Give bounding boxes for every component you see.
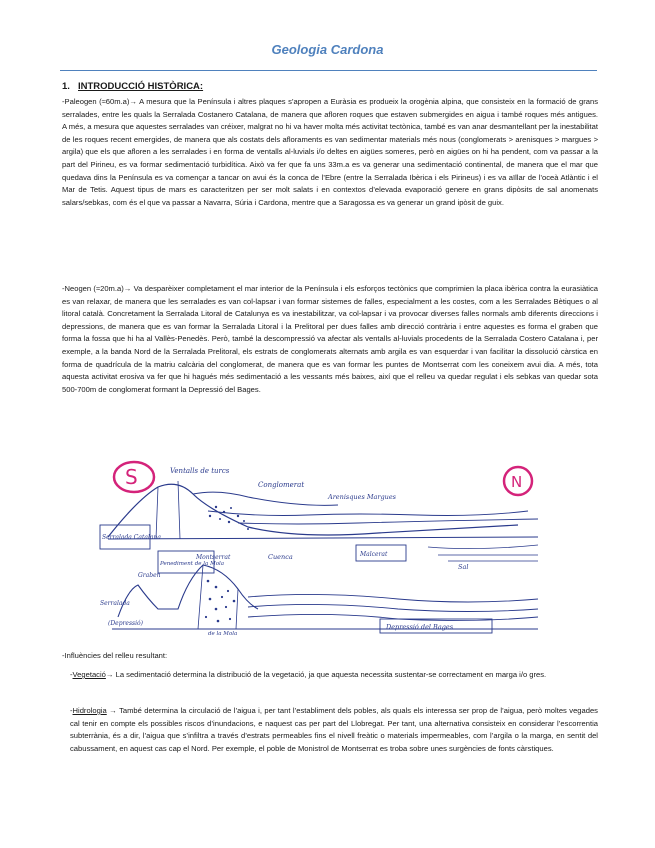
dash: -: [70, 706, 73, 715]
sketch-note-sal: Sal: [458, 563, 469, 571]
text-hidrologia: També determina la circulació de l’aigua i, per tant l’establiment dels pobles, als quals els interessa ser prop de l’aigua, però moltes vegades cal tenir en compte els possibles riscos d’inundacions, e naquest cas per part del Llobregat. Per tant, una alternativa consisteix en considerar l’escorrentia subterrània, és a dir, l’aigua que s’infiltra a través d’estrats permeables fins el nivell freàtic o materials impermeables, com l’argila o la marga, en sentit del cabussament, en aquest cas cap el Nord. Per exemple, el poble de Monistrol de Montserrat es troba sobre unes surgències de fonts càrstiques.: [70, 706, 598, 753]
sketch-note-serralada: Serralada: [100, 600, 130, 607]
sketch-note-cuenca: Cuenca: [268, 553, 293, 561]
paragraph-influencies: -Influències del relleu resultant:: [62, 651, 168, 660]
paragraph-neogen: -Neogen (≈20m.a)→ Va desparèixer completament el mar interior de la Península i els esforços tectònics que comprimien la placa ibèrica contra la eurasiàtica es van relaxar, de manera que les serralades es van col-lapsar i van formar sistemes de falles, especialment a les costes, com a les Serralades Bètiques o al litoral català. Concretament la Serralada Litoral de Catalunya es va inestabilitzar, va col-lapsar i va provocar diverses falles normals amb diferents direccions i depressions, de manera que es van formar la Serralada Litoral i la Prelitoral per dues falles amb direcció contrària i entre aquestes es forma el graben que forma la fossa que hi ha al Vallès-Penedès. Però, també la descompressió va afectar als ventalls al-luvials procedents de la Serralada Costero Catalana i, per exemple, a la banda Nord de la Serralada Prelitoral, els estrats de conglomerats alternats amb argila es van esquerdar i van facilitar la dissolució càrstica en forma de quadrícula de la matriu calcària del conglomerat, de manera que es van formar les puntes de Montserrat com les coneixem avui dia. A més, tota aquesta activitat erosiva va fer que hi hagués més sedimentació a les vessants més baixes, així que el relleu va quedar regulat i els sebkas van quedar sota 500-700m de conglomerat formant la Depressió del Bages.: [62, 284, 598, 394]
section-number: 1.: [62, 81, 70, 92]
sketch-note-depressio: (Depressió): [108, 620, 143, 627]
south-label: S: [125, 465, 138, 489]
sketch-note-depressio-bages: Depressió del Bages: [386, 623, 454, 631]
sketch-note-serralada-catalana: Serralada Catalana: [102, 534, 161, 541]
sketch-note-de-la-mola: de la Mola: [208, 631, 238, 637]
text-vegetacio: La sedimentació determina la distribució de la vegetació, ja que aquesta necessita sustentar-se correctament en marga i/o gres.: [115, 670, 547, 679]
bullet-hidrologia: [70, 705, 598, 755]
arrow: →: [105, 670, 114, 679]
sketch-note-ventalls: Ventalls de turcs: [170, 467, 230, 475]
dash: -: [70, 670, 73, 679]
paragraph-paleogen: -Paleogen (≈60m.a)→ A mesura que la Península i altres plaques s’apropen a Euràsia es produeix la orogènia alpina, que consisteix en la formació de grans serralades, entre les quals la Serralada Costanero Catalana, de manera que afloren roques que estaven submergides en aigua i també roques més antigues. A més, a mesura que aquestes serralades van créixer, malgrat no hi va haver molta més activitat tectònica, també es van anar desmantellant per la inestabilitat de les roques recent emergides, de manera que als costats dels afloraments es van sedimentar materials més nous (conglomerats > arenisques > margues > argila) que els que afloren a les serralades i en forma de ventalls al-luvials i/o deltes en aigües someres, però en aigües on hi ha pendent, com va passar a la part del Pirineu, es va formar sedimentació turbidítica. Això va fer que fa uns 33m.a es va generar una sedimentació continental, de manera que el mar que quedava dins la Península es va començar a tancar on avui és la conca de l’Ebre (entre la Serralada Ibèrica i els Pirineus) i es va aïllar de l’oceà Atlàntic i el Mar de Tetis. Aquest tipus de mars es caracteritzen per ser molt salats i en contextos d’elevada evaporació genere en grans dipòsits de sal anomenats salars/sebkas, com és el que va passar a Navarra, Súria i Cardona, mentre que a Saragossa es va generar un grand ipòsit de guix.: [62, 97, 598, 207]
section-heading: [62, 81, 203, 92]
sketch-note-penediment: Penediment de la Mola: [160, 561, 225, 567]
sketch-note-malcerat: Malcerat: [360, 551, 388, 558]
sketch-note-conglomerat: Conglomerat: [258, 481, 305, 489]
arrow: →: [109, 706, 117, 715]
sketch-note-graben: Graben: [138, 572, 161, 579]
bullet-vegetacio: [70, 669, 598, 682]
sketch-note-arenisques: Arenisques Margues: [328, 493, 397, 501]
title-divider: [60, 70, 597, 71]
sketch-note-montserrat: Montserrat: [196, 554, 231, 561]
document-title: Geologia Cardona: [271, 42, 384, 57]
term-hidrologia: Hidrologia: [72, 706, 107, 715]
section-title: INTRODUCCIÓ HISTÒRICA:: [78, 81, 204, 92]
geological-cross-section-sketch: [98, 459, 554, 637]
term-vegetacio: Vegetació: [72, 670, 106, 679]
north-label: N: [511, 473, 523, 491]
